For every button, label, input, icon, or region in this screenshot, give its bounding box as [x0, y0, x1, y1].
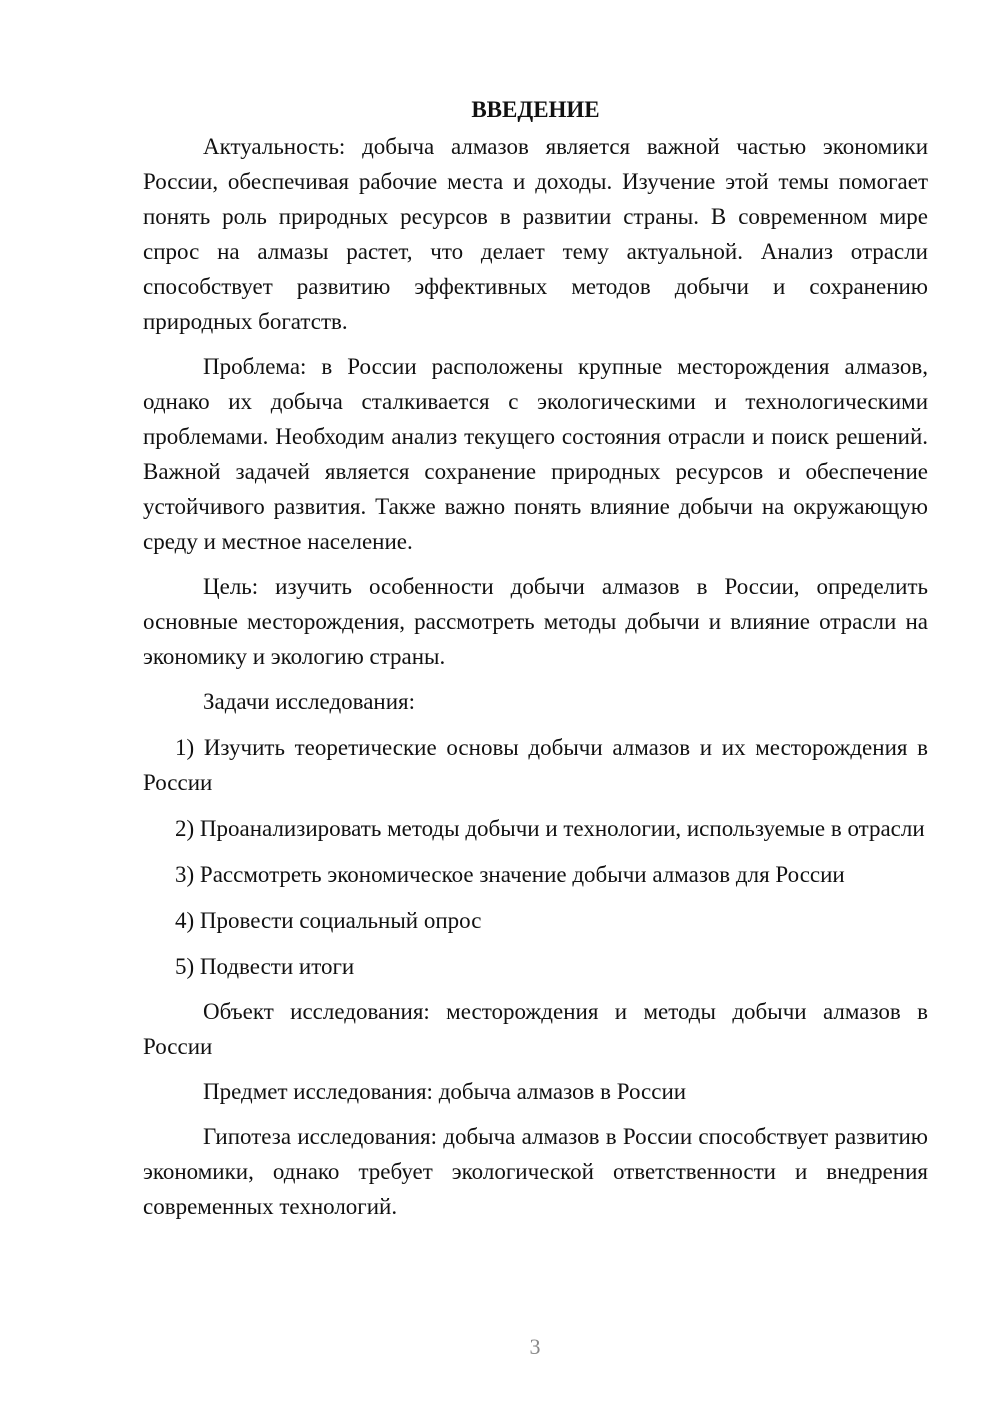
goal-paragraph: Цель: изучить особенности добычи алмазов в России, определить основные месторождения, рассмотреть методы добычи и влияние отрасли на экономику и экологию страны.	[143, 574, 928, 669]
relevance-paragraph: Актуальность: добыча алмазов является важной частью экономики России, обеспечивая рабочие места и доходы. Изучение этой темы помогает понять роль природных ресурсов в развитии страны. В современном мире спрос на алмазы растет, что делает тему актуальной. Анализ отрасли способствует развитию эффективных методов добычи и сохранению природных богатств.	[143, 134, 928, 334]
task-item-4: 4) Провести социальный опрос	[175, 908, 482, 933]
task-item-5: 5) Подвести итоги	[175, 954, 355, 979]
object-paragraph: Объект исследования: месторождения и методы добычи алмазов в России	[143, 999, 928, 1059]
hypothesis-paragraph: Гипотеза исследования: добыча алмазов в России способствует развитию экономики, однако требует экологической ответственности и внедрения современных технологий.	[143, 1124, 928, 1219]
document-body	[143, 92, 928, 1224]
problem-paragraph: Проблема: в России расположены крупные месторождения алмазов, однако их добыча сталкивается с экологическими и технологическими проблемами. Необходим анализ текущего состояния отрасли и поиск решений. Важной задачей является сохранение природных ресурсов и обеспечение устойчивого развития. Также важно понять влияние добычи на окружающую среду и местное население.	[143, 354, 928, 554]
task-item-2: 2) Проанализировать методы добычи и технологии, используемые в отрасли	[175, 816, 925, 841]
subject-paragraph: Предмет исследования: добыча алмазов в России	[203, 1079, 687, 1104]
task-item-1: 1) Изучить теоретические основы добычи алмазов и их месторождения в России	[143, 735, 928, 795]
task-item-3: 3) Рассмотреть экономическое значение добычи алмазов для России	[175, 862, 845, 887]
tasks-heading: Задачи исследования:	[203, 689, 416, 714]
page-number: 3	[529, 1334, 541, 1359]
page-title: ВВЕДЕНИЕ	[471, 97, 600, 122]
